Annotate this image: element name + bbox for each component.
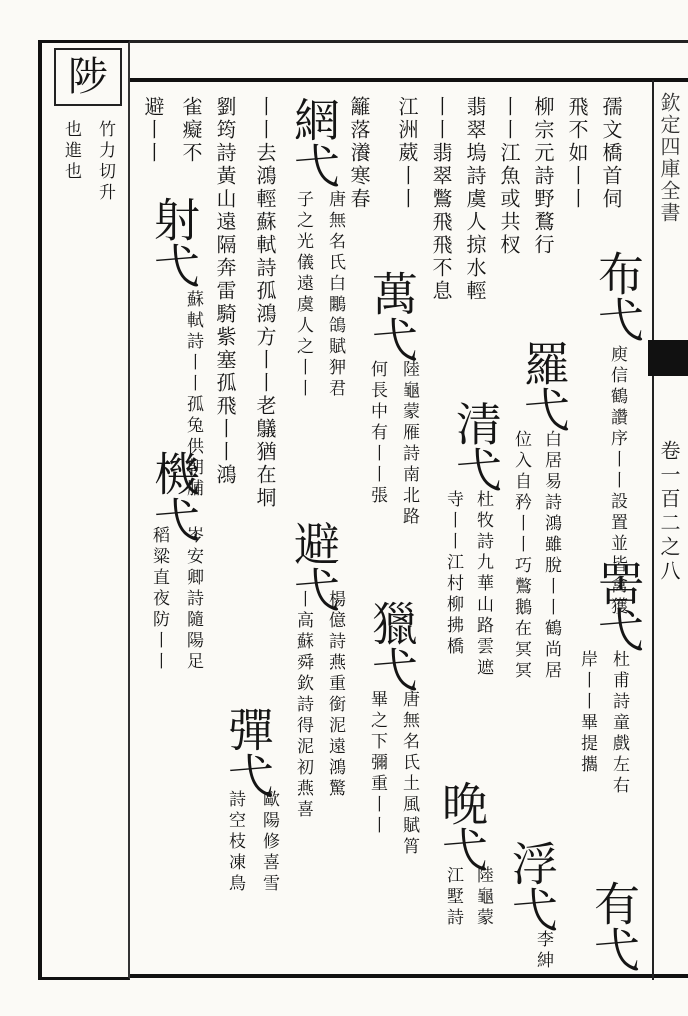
top-rule	[130, 40, 688, 43]
entry-text-7b: 江墅詩	[443, 866, 463, 929]
text-column-7: 江洲葳丨丨	[395, 96, 419, 211]
entry-text-4: 白居易詩鴻雖脫丨丨鶴尚居	[541, 430, 561, 682]
text-column-12: 雀癡不	[179, 96, 203, 165]
entry-head-3: 有弋	[587, 880, 641, 972]
entry-head-12: 彈弋	[221, 706, 275, 798]
edge-title: 欽定四庫全書	[657, 92, 681, 224]
entry-text-12: 歐陽修喜雪	[259, 790, 279, 895]
text-column-2: 飛不如丨丨	[565, 96, 589, 211]
entry-text-14: 岑安卿詩隨陽足	[183, 526, 203, 673]
text-column-4: 丨丨江魚或共杈	[497, 96, 521, 257]
left-note-1: 竹力切升	[95, 120, 115, 204]
entry-text-8b: 何長中有丨丨張	[367, 360, 387, 507]
entry-head-13: 射弋	[147, 196, 201, 288]
entry-text-11: 楊億詩燕重銜泥遠鴻驚	[325, 590, 345, 800]
text-column-10: 丨丨去鴻輕蘇軾詩孤鴻方丨丨老鸃猶在垌	[253, 96, 277, 510]
entry-head-9: 獵弋	[365, 600, 419, 692]
entry-text-1: 庾信鶴讚序丨丨設置並皆禽獲	[607, 345, 627, 618]
text-column-6: 丨丨翡翠鷩飛飛不息	[429, 96, 453, 303]
entry-head-11: 避弋	[287, 520, 341, 612]
entry-head-1: 布弋	[591, 250, 645, 342]
entry-text-9b: 畢之下彌重丨丨	[367, 690, 387, 837]
entry-text-10b: 子之光儀遠虞人之丨丨	[293, 190, 313, 400]
entry-text-11b: 丨高蘇舜欽詩得泥初燕喜	[293, 590, 313, 821]
entry-text-6b: 寺丨丨江村柳拂橋	[443, 490, 463, 658]
edge-tab-mark	[648, 340, 688, 376]
left-note-2: 也進也	[61, 120, 81, 183]
entry-text-4b: 位入自矜丨丨巧鷩鵝在冥冥	[511, 430, 531, 682]
text-column-5: 翡翠塢詩虞人掠水輕	[463, 96, 487, 303]
entry-text-5: 李紳	[533, 930, 553, 972]
entry-text-9: 唐無名氏土風賦筲	[399, 690, 419, 858]
entry-head-4: 羅弋	[517, 340, 571, 432]
entry-text-7: 陸龜蒙	[473, 866, 493, 929]
entry-text-2: 杜甫詩童戲左右	[609, 650, 629, 797]
entry-text-6: 杜牧詩九華山路雲遮	[473, 490, 493, 679]
entry-head-10: 網弋	[287, 96, 341, 188]
entry-head-14: 機弋	[147, 450, 201, 542]
entry-head-8: 萬弋	[365, 270, 419, 362]
text-column-1: 孺文橋首伺	[599, 96, 623, 211]
entry-head-7: 晚弋	[435, 780, 489, 872]
heading-character: 陟	[54, 48, 122, 106]
text-column-8: 籬落瀁寒春	[347, 96, 371, 211]
entry-head-2: 罟弋	[591, 560, 645, 652]
entry-head-5: 浮弋	[505, 840, 559, 932]
text-column-11: 劉筠詩黃山遠隔奔雷騎紫塞孤飛丨丨鴻	[213, 96, 237, 487]
entry-text-2b: 岸丨丨畢提攜	[577, 650, 597, 776]
entry-text-14b: 稻粱直夜防丨丨	[149, 526, 169, 673]
entry-text-10: 唐無名氏白鷴鴿賦狎君	[325, 190, 345, 400]
entry-text-8: 陸龜蒙雁詩南北路	[399, 360, 419, 528]
entry-text-12b: 詩空枝凍鳥	[225, 790, 245, 895]
edge-volume: 卷一百二之八	[657, 440, 681, 584]
entry-text-13: 蘇軾詩丨丨孤兔供朝脯	[183, 290, 203, 500]
entry-head-6: 清弋	[449, 400, 503, 492]
text-column-3: 柳宗元詩野鶩行	[531, 96, 555, 257]
text-column-13: 避丨丨	[141, 96, 165, 165]
